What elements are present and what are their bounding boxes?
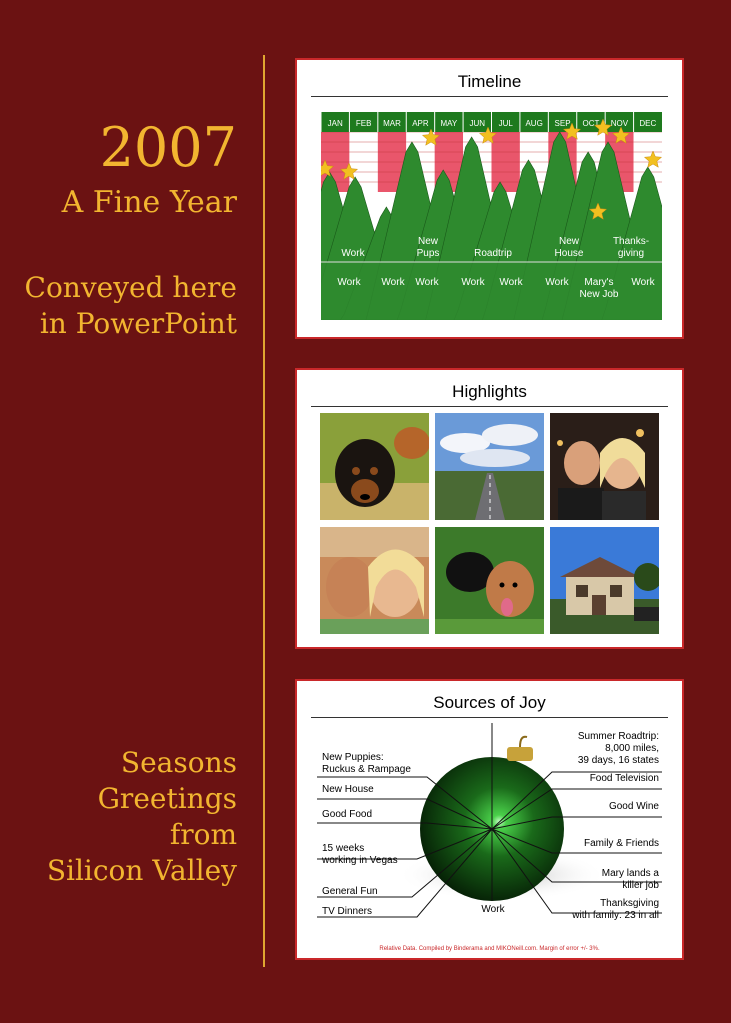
conveyed-text — [25, 270, 237, 342]
greet-line-3: from — [169, 818, 237, 851]
joy-label-left: TV Dinners — [322, 906, 373, 917]
divider-line — [263, 55, 265, 967]
joy-label-right: 39 days, 16 states — [577, 755, 659, 766]
ornament-hook — [520, 737, 527, 747]
puppies-photo — [320, 413, 429, 520]
greet-line-2: Greetings — [97, 782, 237, 815]
timeline-lower-label: Work — [337, 277, 361, 288]
month-label-feb: FEB — [355, 119, 372, 128]
highlights-panel — [295, 368, 684, 649]
timeline-lower-label: Work — [381, 277, 405, 288]
subtitle-heading: A Fine Year — [61, 185, 237, 220]
joy-panel — [295, 679, 684, 960]
joy-label-right: Thanksgiving — [600, 898, 659, 909]
joy-label-right: 8,000 miles, — [605, 743, 659, 754]
puppies-grass-photo — [435, 527, 544, 634]
timeline-upper-label: New — [417, 236, 439, 247]
timeline-panel — [295, 58, 684, 339]
timeline-graphic — [321, 112, 662, 320]
joy-label-right: Family & Friends — [583, 838, 659, 849]
timeline-upper-label: House — [554, 248, 584, 259]
joy-label-left: New Puppies: — [322, 752, 384, 763]
timeline-lower-label: Work — [415, 277, 439, 288]
timeline-lower-label: Work — [499, 277, 523, 288]
joy-title: Sources of Joy — [311, 689, 668, 718]
greetings-text — [47, 745, 237, 889]
road-photo — [435, 413, 544, 520]
month-label-jun: JUN — [469, 119, 486, 128]
joy-label-left: General Fun — [322, 886, 378, 897]
timeline-lower-label: Mary's — [584, 277, 614, 288]
couple-photo — [550, 413, 659, 520]
joy-label-right: killer job — [622, 880, 659, 891]
timeline-upper-label: Thanks- — [612, 236, 650, 247]
timeline-lower-label: Work — [461, 277, 485, 288]
timeline-upper-label: Pups — [416, 248, 440, 259]
month-label-nov: NOV — [610, 119, 629, 128]
joy-label-left: New House — [322, 784, 374, 795]
timeline-upper-label: Roadtrip — [474, 248, 512, 259]
greet-line-1: Seasons — [120, 746, 237, 779]
timeline-upper-label: giving — [617, 248, 645, 259]
joy-label-work: Work — [481, 904, 505, 915]
joy-label-left: 15 weeks — [322, 843, 365, 854]
year-heading: 2007 — [99, 116, 237, 179]
month-label-aug: AUG — [525, 119, 543, 128]
timeline-lower-label: Work — [631, 277, 655, 288]
timeline-lower-label: New Job — [579, 289, 619, 300]
ornament-cap — [507, 747, 533, 761]
joy-ornament-chart — [297, 717, 682, 947]
joy-label-left: working in Vegas — [322, 855, 398, 866]
timeline-upper-label: Work — [341, 248, 365, 259]
joy-label-right: Food Television — [589, 773, 659, 784]
joy-label-left: Ruckus & Rampage — [322, 764, 411, 775]
conveyed-line-1: Conveyed here — [24, 271, 237, 304]
conveyed-line-2: in PowerPoint — [39, 307, 237, 340]
month-label-mar: MAR — [383, 119, 401, 128]
month-label-jul: JUL — [498, 119, 513, 128]
house-photo — [550, 527, 659, 634]
month-label-dec: DEC — [639, 119, 657, 128]
joy-footnote: Relative Data. Compiled by Binderama and MIKONeill.com. Margin of error +/- 3%. — [379, 946, 600, 952]
joy-label-right: Good Wine — [608, 801, 659, 812]
month-label-jan: JAN — [327, 119, 343, 128]
highlights-title: Highlights — [311, 378, 668, 407]
joy-label-right: Summer Roadtrip: — [577, 731, 659, 742]
timeline-lower-label: Work — [545, 277, 569, 288]
month-label-oct: OCT — [582, 119, 600, 128]
joy-label-right: with family: 23 in all — [572, 910, 659, 921]
joy-label-left: Good Food — [322, 809, 373, 820]
joy-label-right: Mary lands a — [601, 868, 659, 879]
month-label-may: MAY — [440, 119, 458, 128]
greet-line-4: Silicon Valley — [46, 854, 237, 887]
timeline-upper-label: New — [558, 236, 580, 247]
couple-selfie-photo — [320, 527, 429, 634]
month-label-apr: APR — [412, 119, 429, 128]
timeline-title: Timeline — [311, 68, 668, 97]
month-label-sep: SEP — [554, 119, 571, 128]
